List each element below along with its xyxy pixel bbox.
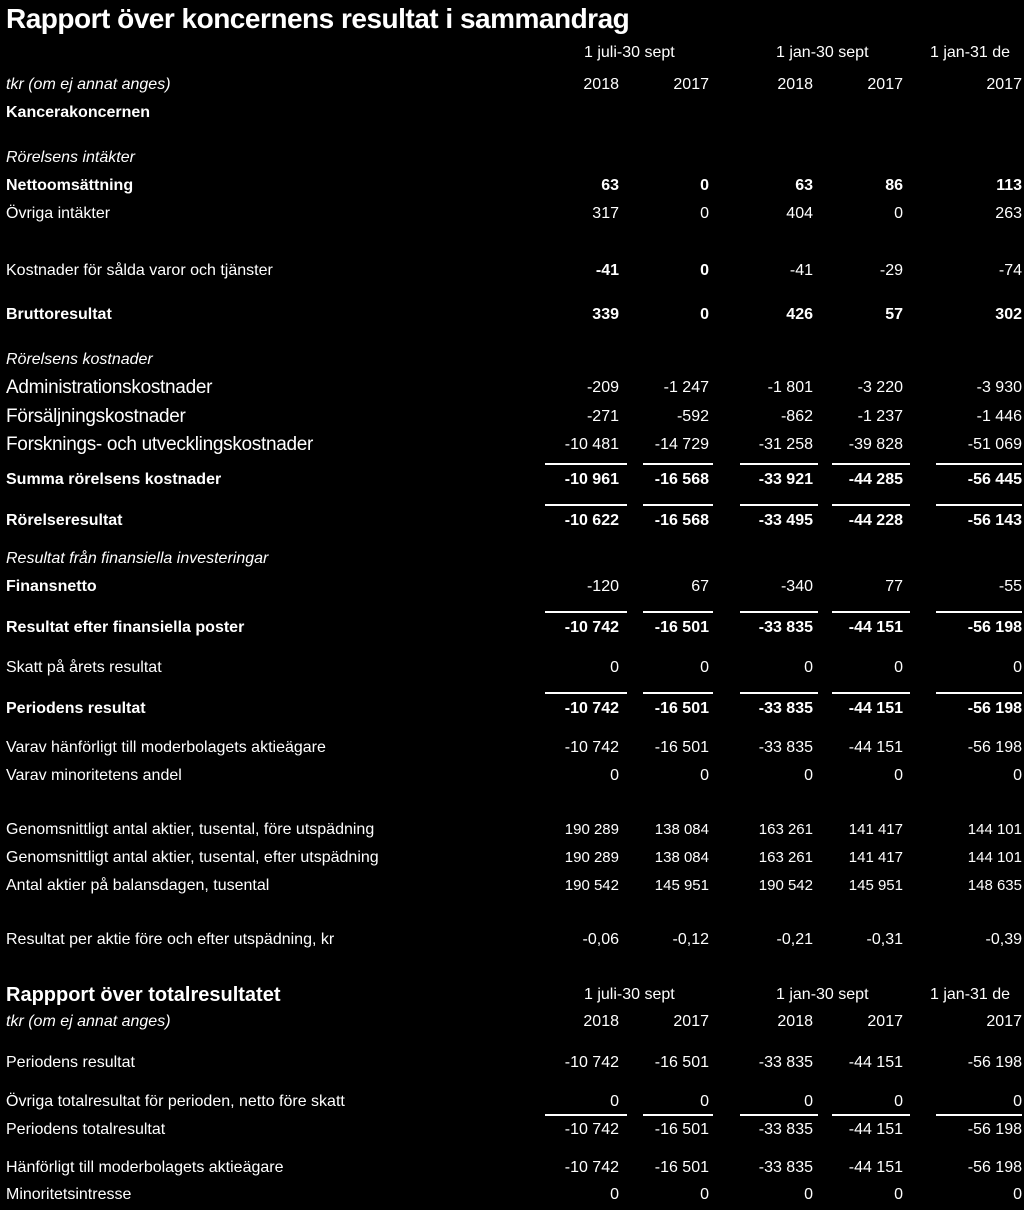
cell-value: -56 198 (967, 1054, 1022, 1071)
cell-value: -16 501 (654, 1159, 709, 1176)
row-label: Övriga totalresultat för perioden, netto före skatt (6, 1093, 345, 1110)
row-label: Periodens totalresultat (6, 1121, 166, 1138)
table-row (0, 1089, 1024, 1115)
cell-value: -1 801 (767, 379, 813, 396)
row-label: Summa rörelsens kostnader (6, 471, 222, 488)
table-row (0, 508, 1024, 534)
cell-value: -3 930 (976, 379, 1022, 396)
cell-value: -10 961 (564, 471, 619, 488)
row-label: Övriga intäkter (6, 205, 111, 222)
cell-value: -10 481 (564, 436, 619, 453)
row-label: Resultat per aktie före och efter utspädning, kr (6, 931, 335, 948)
year-header: 2017 (673, 1013, 709, 1030)
subtotal-rule (545, 692, 627, 694)
row-label: Varav minoritetens andel (6, 767, 182, 784)
cell-value: 0 (700, 177, 709, 194)
cell-value: -14 729 (654, 436, 709, 453)
cell-value: 0 (894, 1093, 903, 1110)
cell-value: 141 417 (848, 821, 903, 838)
cell-value: 145 951 (848, 877, 903, 894)
cell-value: 190 289 (564, 849, 619, 866)
cell-value: 77 (885, 578, 903, 595)
period-header: 1 jan-30 sept (776, 44, 869, 61)
row-label: Antal aktier på balansdagen, tusental (6, 877, 270, 894)
cell-value: 190 542 (564, 877, 619, 894)
cell-value: 317 (592, 205, 619, 222)
cell-value: -56 198 (967, 739, 1022, 756)
cell-value: 0 (894, 205, 903, 222)
year-header: 2017 (986, 1013, 1022, 1030)
subtotal-rule (740, 692, 818, 694)
table-row (0, 1182, 1024, 1208)
report-title: Rapport över koncernens resultat i sammandrag (6, 3, 630, 34)
cell-value: -0,21 (776, 931, 813, 948)
table-row (0, 735, 1024, 761)
year-header: 2018 (583, 76, 619, 93)
cell-value: -39 828 (848, 436, 903, 453)
cell-value: 145 951 (654, 877, 709, 894)
cell-value: -56 198 (967, 619, 1022, 636)
cell-value: -33 835 (758, 1121, 813, 1138)
cell-value: -10 742 (564, 700, 619, 717)
cell-value: 0 (1013, 659, 1022, 676)
period-header: 1 jan-31 de (930, 986, 1011, 1003)
row-label: Administrationskostnader (6, 377, 213, 398)
cell-value: -120 (586, 578, 619, 595)
row-label: Nettoomsättning (6, 177, 134, 194)
cell-value: -31 258 (758, 436, 813, 453)
cell-value: -56 198 (967, 1159, 1022, 1176)
cell-value: -862 (780, 408, 813, 425)
cell-value: 426 (786, 306, 813, 323)
cell-value: -271 (586, 408, 619, 425)
table-row (0, 845, 1024, 871)
cell-value: -16 501 (654, 1121, 709, 1138)
subtotal-rule (545, 611, 627, 613)
subtotal-rule (936, 692, 1022, 694)
cell-value: 0 (804, 1186, 813, 1203)
cell-value: -33 835 (758, 700, 813, 717)
subtotal-rule (740, 611, 818, 613)
cell-value: -44 151 (848, 700, 903, 717)
row-label: Resultat efter finansiella poster (6, 619, 245, 636)
table-row (0, 302, 1024, 328)
cell-value: 404 (786, 205, 813, 222)
cell-value: 144 101 (967, 821, 1022, 838)
period-header: 1 jan-30 sept (776, 986, 869, 1003)
cell-value: -0,39 (985, 931, 1022, 948)
period-header: 1 juli-30 sept (584, 44, 675, 61)
year-header: 2017 (673, 76, 709, 93)
subtotal-rule (740, 504, 818, 506)
subtotal-rule (740, 1114, 818, 1116)
table-row (0, 432, 1024, 458)
cell-value: -10 742 (564, 1159, 619, 1176)
cell-value: -56 143 (967, 512, 1022, 529)
cell-value: -340 (780, 578, 813, 595)
cell-value: 0 (610, 1186, 619, 1203)
subtotal-rule (643, 1114, 713, 1116)
cell-value: -10 742 (564, 619, 619, 636)
cell-value: 86 (885, 177, 903, 194)
table-row (0, 763, 1024, 789)
period-header-row (0, 40, 1024, 66)
year-header: 2018 (777, 76, 813, 93)
cell-value: -56 198 (967, 1121, 1022, 1138)
table-row (0, 145, 1024, 171)
table-row (0, 1155, 1024, 1181)
row-label: Resultat från finansiella investeringar (6, 550, 269, 567)
table-row (0, 375, 1024, 401)
row-label: Bruttoresultat (6, 306, 112, 323)
cell-value: 63 (601, 177, 619, 194)
table-row (0, 1117, 1024, 1143)
cell-value: 67 (691, 578, 709, 595)
subtotal-rule (832, 463, 910, 465)
table-row (0, 100, 1024, 126)
subtotal-rule (643, 692, 713, 694)
row-label: Rörelseresultat (6, 512, 123, 529)
subtotal-rule (643, 611, 713, 613)
cell-value: -10 742 (564, 739, 619, 756)
cell-value: -33 495 (758, 512, 813, 529)
subtotal-rule (832, 611, 910, 613)
cell-value: -10 622 (564, 512, 619, 529)
cell-value: 0 (804, 1093, 813, 1110)
cell-value: -44 151 (848, 619, 903, 636)
cell-value: 0 (894, 659, 903, 676)
row-label: Hänförligt till moderbolagets aktieägare (6, 1159, 284, 1176)
cell-value: -16 568 (654, 471, 709, 488)
cell-value: 0 (1013, 1093, 1022, 1110)
cell-value: -3 220 (857, 379, 903, 396)
cell-value: -16 501 (654, 1054, 709, 1071)
cell-value: -592 (676, 408, 709, 425)
cell-value: -0,31 (866, 931, 903, 948)
period-header: 1 juli-30 sept (584, 986, 675, 1003)
cell-value: -44 228 (848, 512, 903, 529)
cell-value: -10 742 (564, 1054, 619, 1071)
cell-value: -51 069 (967, 436, 1022, 453)
cell-value: -55 (998, 578, 1022, 595)
row-label: Periodens resultat (6, 1054, 135, 1071)
cell-value: 0 (700, 659, 709, 676)
row-label: Kostnader för sålda varor och tjänster (6, 262, 273, 279)
cell-value: -56 198 (967, 700, 1022, 717)
table-row (0, 201, 1024, 227)
cell-value: -41 (789, 262, 813, 279)
table-row (0, 546, 1024, 572)
row-label: Genomsnittligt antal aktier, tusental, före utspädning (6, 821, 375, 838)
cell-value: 163 261 (758, 849, 813, 866)
table-row (0, 467, 1024, 493)
cell-value: -1 446 (976, 408, 1022, 425)
subtotal-rule (643, 463, 713, 465)
subtotal-rule (936, 463, 1022, 465)
cell-value: -44 285 (848, 471, 903, 488)
cell-value: -1 237 (857, 408, 903, 425)
cell-value: 0 (700, 306, 709, 323)
year-header: 2017 (867, 1013, 903, 1030)
table-row (0, 615, 1024, 641)
year-header: 2017 (867, 76, 903, 93)
cell-value: -33 921 (758, 471, 813, 488)
cell-value: 0 (804, 767, 813, 784)
cell-value: 0 (700, 1093, 709, 1110)
cell-value: -10 742 (564, 1121, 619, 1138)
row-label: Minoritetsintresse (6, 1186, 132, 1203)
cell-value: -209 (586, 379, 619, 396)
row-label: Varav hänförligt till moderbolagets aktieägare (6, 739, 326, 756)
cell-value: -44 151 (848, 739, 903, 756)
row-label: Rörelsens kostnader (6, 351, 153, 368)
table-row (0, 404, 1024, 430)
subtotal-rule (936, 504, 1022, 506)
cell-value: 302 (995, 306, 1022, 323)
subtotal-rule (545, 463, 627, 465)
cell-value: 0 (700, 767, 709, 784)
cell-value: -16 501 (654, 739, 709, 756)
cell-value: 0 (700, 1186, 709, 1203)
period-header: 1 jan-31 de (930, 44, 1011, 61)
cell-value: 144 101 (967, 849, 1022, 866)
cell-value: 141 417 (848, 849, 903, 866)
cell-value: 0 (610, 659, 619, 676)
cell-value: 0 (610, 767, 619, 784)
cell-value: 190 289 (564, 821, 619, 838)
cell-value: -44 151 (848, 1159, 903, 1176)
year-header: 2018 (777, 1013, 813, 1030)
cell-value: -56 445 (967, 471, 1022, 488)
subtotal-rule (832, 504, 910, 506)
table-row (0, 655, 1024, 681)
cell-value: -33 835 (758, 1159, 813, 1176)
row-label: Forsknings- och utvecklingskostnader (6, 434, 314, 455)
cell-value: -16 501 (654, 619, 709, 636)
unit-label: tkr (om ej annat anges) (6, 1013, 171, 1030)
cell-value: 57 (885, 306, 903, 323)
subtotal-rule (545, 504, 627, 506)
cell-value: 138 084 (654, 821, 709, 838)
subtotal-rule (740, 463, 818, 465)
cell-value: 0 (894, 767, 903, 784)
unit-label: tkr (om ej annat anges) (6, 76, 171, 93)
cell-value: 163 261 (758, 821, 813, 838)
row-label: Försäljningskostnader (6, 406, 186, 427)
cell-value: 0 (1013, 767, 1022, 784)
subtotal-rule (832, 692, 910, 694)
year-header-row (0, 72, 1024, 98)
cell-value: -1 247 (663, 379, 709, 396)
cell-value: -0,12 (672, 931, 709, 948)
table-row (0, 696, 1024, 722)
cell-value: -33 835 (758, 619, 813, 636)
table-row (0, 173, 1024, 199)
cell-value: -33 835 (758, 1054, 813, 1071)
cell-value: 0 (610, 1093, 619, 1110)
year-header: 2018 (583, 1013, 619, 1030)
table-row (0, 574, 1024, 600)
cell-value: 263 (995, 205, 1022, 222)
cell-value: 0 (700, 205, 709, 222)
row-label: Kancerakoncernen (6, 104, 151, 121)
section2-title: Rappport över totalresultatet (6, 984, 281, 1006)
section2-header-row (0, 982, 1024, 1008)
row-label: Genomsnittligt antal aktier, tusental, efter utspädning (6, 849, 379, 866)
cell-value: 0 (1013, 1186, 1022, 1203)
cell-value: 0 (700, 262, 709, 279)
row-label: Skatt på årets resultat (6, 659, 162, 676)
subtotal-rule (832, 1114, 910, 1116)
cell-value: 0 (894, 1186, 903, 1203)
cell-value: 190 542 (758, 877, 813, 894)
cell-value: 63 (795, 177, 813, 194)
cell-value: -33 835 (758, 739, 813, 756)
year-header-row (0, 1009, 1024, 1035)
row-label: Periodens resultat (6, 700, 146, 717)
cell-value: 138 084 (654, 849, 709, 866)
table-row (0, 1050, 1024, 1076)
subtotal-rule (936, 611, 1022, 613)
cell-value: -41 (595, 262, 619, 279)
cell-value: -74 (998, 262, 1022, 279)
cell-value: -16 501 (654, 700, 709, 717)
subtotal-rule (643, 504, 713, 506)
cell-value: -29 (879, 262, 903, 279)
subtotal-rule (545, 1114, 627, 1116)
subtotal-rule (936, 1114, 1022, 1116)
cell-value: 113 (996, 177, 1022, 194)
cell-value: 339 (592, 306, 619, 323)
row-label: Rörelsens intäkter (6, 149, 135, 166)
table-row (0, 873, 1024, 899)
cell-value: -44 151 (848, 1121, 903, 1138)
table-row (0, 817, 1024, 843)
cell-value: -0,06 (582, 931, 619, 948)
row-label: Finansnetto (6, 578, 97, 595)
cell-value: -16 568 (654, 512, 709, 529)
table-row (0, 927, 1024, 953)
cell-value: 148 635 (967, 877, 1022, 894)
cell-value: 0 (804, 659, 813, 676)
year-header: 2017 (986, 76, 1022, 93)
table-row (0, 258, 1024, 284)
cell-value: -44 151 (848, 1054, 903, 1071)
table-row (0, 347, 1024, 373)
